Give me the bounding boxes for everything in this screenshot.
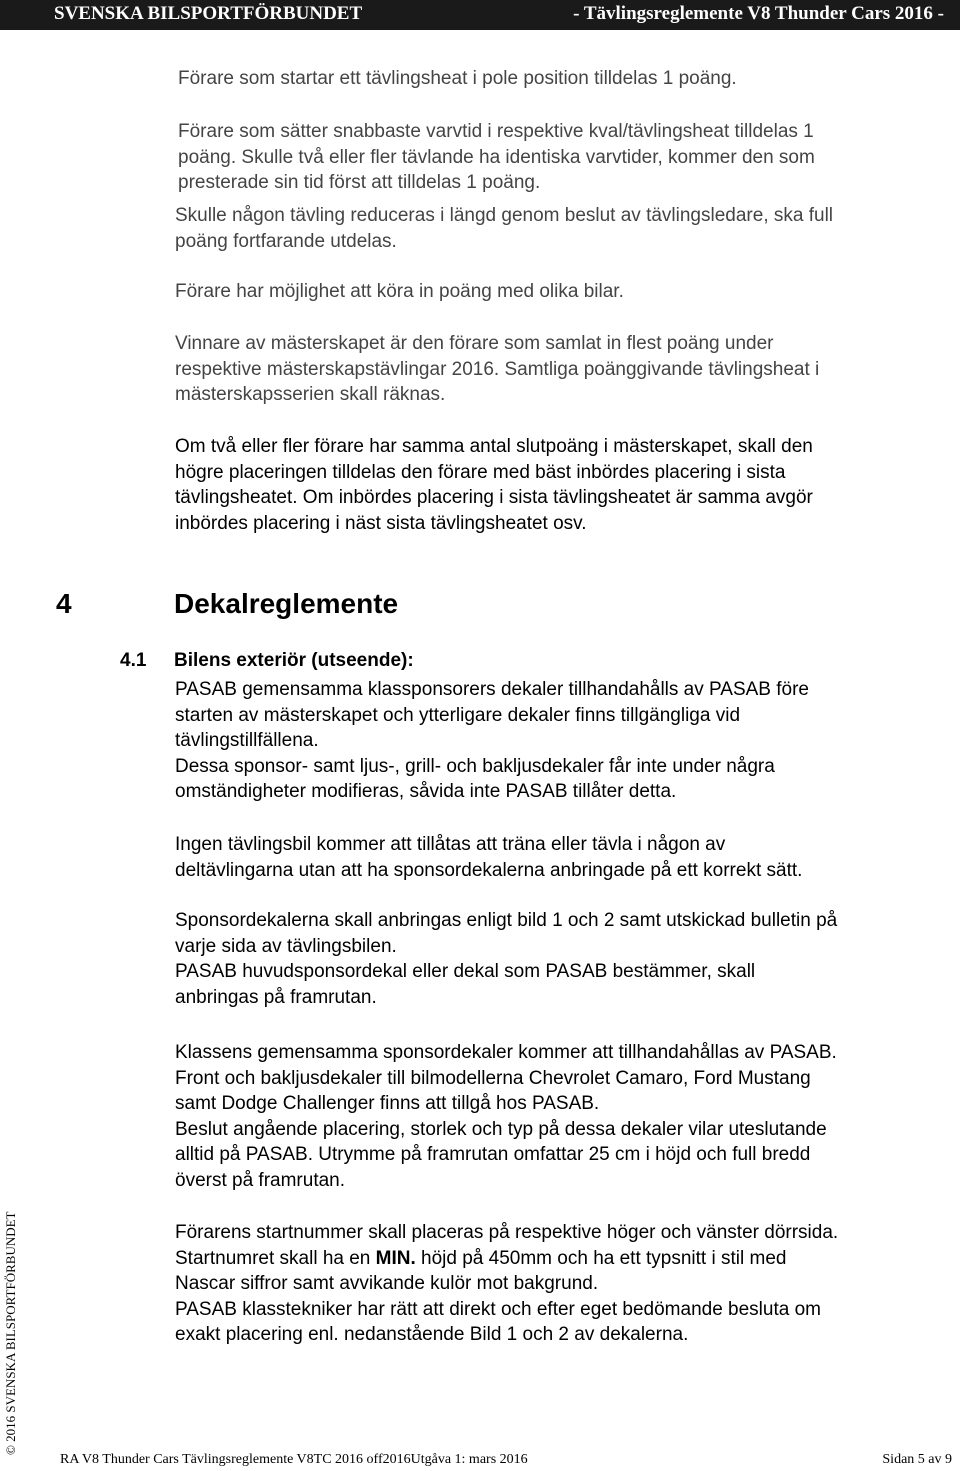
text-line: Vinnare av mästerskapet är den förare som samlat in flest poäng under (175, 333, 774, 354)
paragraph-tiebreak (175, 434, 813, 536)
text-line: varje sida av tävlingsbilen. (175, 935, 397, 957)
text-line: Front och bakljusdekaler till bilmodellerna Chevrolet Camaro, Ford Mustang (175, 1067, 811, 1089)
text-line: starten av mästerskapet och ytterligare dekaler finns tillgängliga vid (175, 704, 741, 726)
text-line: poäng fortfarande utdelas. (175, 230, 397, 252)
text-fragment: höjd på 450mm och ha ett typsnitt i stil med (415, 1247, 787, 1269)
footer-left: RA V8 Thunder Cars Tävlingsreglemente V8TC 2016 off2016Utgåva 1: mars 2016 (60, 1452, 528, 1467)
text-line: tävlingsheatet. Om inbördes placering i sista tävlingsheatet är samma avgör (175, 487, 813, 508)
paragraph-reduced-race (175, 203, 833, 254)
text-line: Skulle någon tävling reduceras i längd genom beslut av tävlingsledare, ska full (175, 205, 834, 226)
header-org: SVENSKA BILSPORTFÖRBUNDET (54, 3, 363, 24)
text-line: Förare har möjlighet att köra in poäng med olika bilar. (175, 281, 624, 302)
text-line: Nascar siffror samt avvikande kulör mot bakgrund. (175, 1273, 599, 1294)
text-line: omständigheter modifieras, såvida inte PASAB tillåter detta. (175, 781, 677, 802)
paragraph-class-decals (175, 1040, 837, 1193)
paragraph-class-sponsors (175, 677, 809, 805)
paragraph-decal-placement (175, 908, 837, 1010)
text-line: Klassens gemensamma sponsordekaler kommer att tillhandahållas av PASAB. (175, 1042, 837, 1063)
section-number: 4 (56, 588, 72, 619)
text-line: presterade sin tid först att tilldelas 1 poäng. (178, 172, 541, 193)
text-line: Dessa sponsor- samt ljus-, grill- och bakljusdekaler får inte under några (175, 755, 775, 777)
section-title: Dekalreglemente (174, 588, 399, 619)
paragraph-fastest-lap (178, 119, 815, 196)
paragraph-start-number (175, 1220, 838, 1348)
paragraph-no-decals (175, 832, 802, 883)
copyright-side-text: © 2016 SVENSKA BILSPORTFÖRBUNDET (3, 1211, 18, 1455)
text-line: poäng. Skulle två eller fler tävlande ha identiska varvtider, kommer den som (178, 146, 815, 168)
text-line: Förarens startnummer skall placeras på respektive höger och vänster dörrsida. (175, 1222, 839, 1243)
paragraph-multiple-cars (175, 279, 624, 305)
header-doc-title: - Tävlingsreglemente V8 Thunder Cars 2016 - (573, 3, 944, 24)
text-line: högre placeringen tilldelas den förare med bäst inbördes placering i sista (175, 461, 786, 483)
text-line (175, 1246, 838, 1272)
subsection-number: 4.1 (120, 650, 147, 671)
text-line: Förare som sätter snabbaste varvtid i respektive kval/tävlingsheat tilldelas 1 (178, 121, 814, 142)
text-line: PASAB klasstekniker har rätt att direkt och efter eget bedömande besluta om (175, 1298, 821, 1320)
text-line: deltävlingarna utan att ha sponsordekalerna anbringade på ett korrekt sätt. (175, 859, 803, 881)
text-line: överst på framrutan. (175, 1169, 346, 1191)
paragraph-pole-position (178, 66, 737, 92)
text-line: anbringas på framrutan. (175, 986, 377, 1008)
text-line: PASAB gemensamma klassponsorers dekaler tillhandahålls av PASAB före (175, 679, 809, 700)
subsection-title: Bilens exteriör (utseende): (174, 650, 414, 671)
text-line: alltid på PASAB. Utrymme på framrutan omfattar 25 cm i höjd och full bredd (175, 1144, 811, 1165)
paragraph-champion (175, 331, 819, 408)
text-line: Beslut angående placering, storlek och typ på dessa dekaler vilar uteslutande (175, 1118, 827, 1140)
emphasis-min: MIN. (375, 1247, 416, 1269)
text-line: samt Dodge Challenger finns att tillgå hos PASAB. (175, 1093, 600, 1114)
text-line: respektive mästerskapstävlingar 2016. Samtliga poänggivande tävlingsheat i (175, 358, 820, 380)
text-line: Om två eller fler förare har samma antal slutpoäng i mästerskapet, skall den (175, 436, 813, 457)
text-line: tävlingstillfällena. (175, 730, 319, 751)
text-line: Förare som startar ett tävlingsheat i pole position tilldelas 1 poäng. (178, 68, 737, 89)
subsection-heading (120, 650, 414, 672)
text-line: inbördes placering i näst sista tävlingsheatet osv. (175, 512, 587, 534)
text-line: Sponsordekalerna skall anbringas enligt bild 1 och 2 samt utskickad bulletin på (175, 910, 838, 931)
page-header (0, 0, 960, 30)
text-line: exakt placering enl. nedanstående Bild 1 och 2 av dekalerna. (175, 1324, 689, 1345)
text-line: Ingen tävlingsbil kommer att tillåtas att träna eller tävla i någon av (175, 834, 726, 855)
footer-page-number: Sidan 5 av 9 (882, 1452, 952, 1467)
text-line: mästerskapsserien skall räknas. (175, 384, 446, 405)
section-heading (56, 588, 398, 620)
text-fragment: Startnumret skall ha en (175, 1247, 376, 1269)
text-line: PASAB huvudsponsordekal eller dekal som PASAB bestämmer, skall (175, 961, 756, 982)
